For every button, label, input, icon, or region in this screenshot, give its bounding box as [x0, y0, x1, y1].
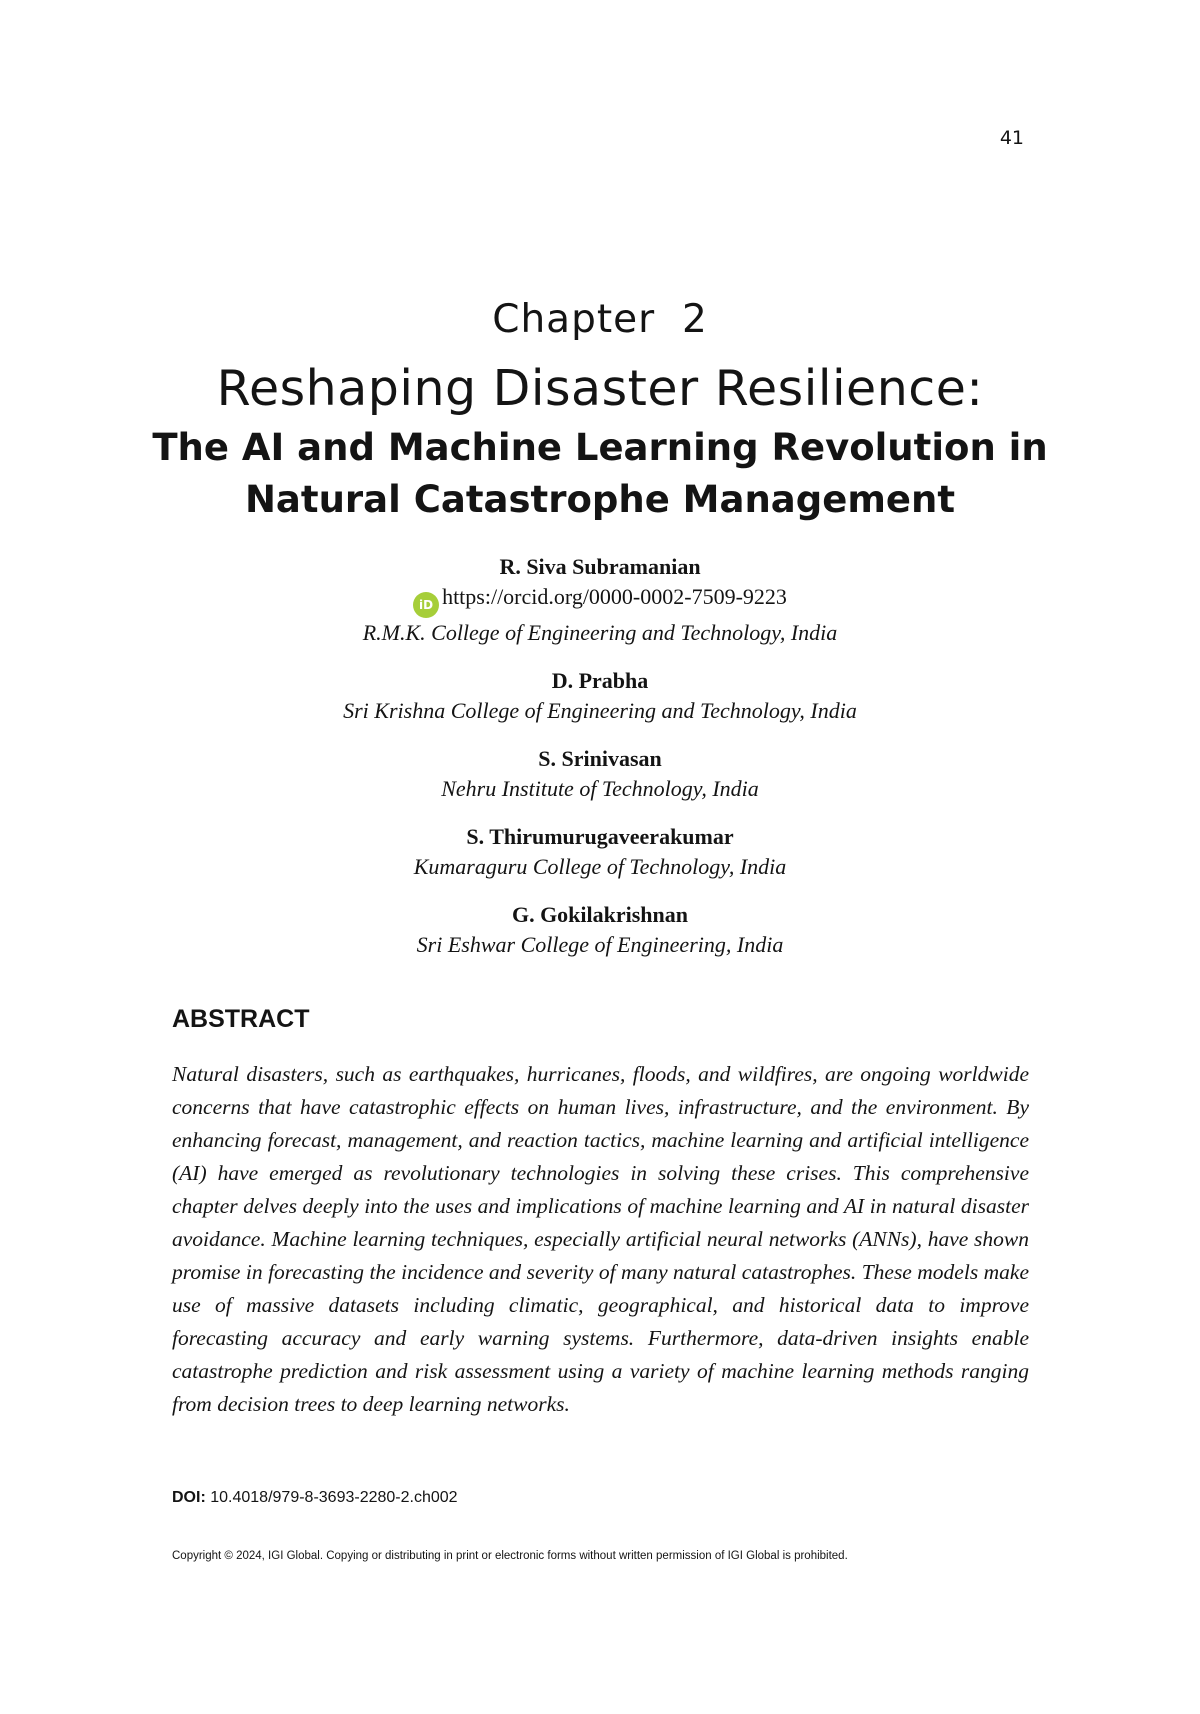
author-name: S. Thirumurugaveerakumar	[466, 824, 734, 849]
author-affiliation: Sri Eshwar College of Engineering, India	[416, 932, 784, 957]
chapter-subtitle: The AI and Machine Learning Revolution in Natural Catastrophe Management	[152, 426, 1048, 521]
author-name: G. Gokilakrishnan	[511, 902, 689, 927]
author-block	[150, 900, 1050, 960]
orcid-icon: iD	[413, 592, 439, 618]
author-block	[150, 822, 1050, 882]
chapter-title: Reshaping Disaster Resilience:	[216, 360, 984, 417]
author-block	[150, 666, 1050, 726]
author-name: S. Srinivasan	[538, 746, 662, 771]
author-name: D. Prabha	[551, 668, 649, 693]
doi-label: DOI:	[172, 1489, 206, 1506]
author-block	[150, 744, 1050, 804]
author-affiliation: Nehru Institute of Technology, India	[441, 776, 759, 801]
abstract-body: Natural disasters, such as earthquakes, hurricanes, floods, and wildfires, are ongoing worldwide concerns that have catastrophic effects on human lives, infrastructure, and the environment. By enhancing forecast, management, and reaction tactics, machine learning and artificial intelligence (AI) have emerged as revolutionary technologies in solving these crises. This comprehensive chapter delves deeply into the uses and implications of machine learning and AI in natural disaster avoidance. Machine learning techniques, especially artificial neural networks (ANNs), have shown promise in forecasting the incidence and severity of many natural catastrophes. These models make use of massive datasets including climatic, geographical, and historical data to improve forecasting accuracy and early warning systems. Furthermore, data-driven insights enable catastrophe prediction and risk assessment using a variety of machine learning methods ranging from decision trees to deep learning networks.	[172, 1062, 1029, 1416]
page-number: 41	[999, 127, 1024, 149]
orcid-line	[150, 582, 1050, 618]
abstract-heading: ABSTRACT	[172, 1005, 310, 1033]
author-affiliation: R.M.K. College of Engineering and Technology, India	[362, 620, 838, 645]
doi-line	[172, 1487, 458, 1509]
author-affiliation: Kumaraguru College of Technology, India	[413, 854, 787, 879]
doi-value[interactable]: 10.4018/979-8-3693-2280-2.ch002	[210, 1489, 458, 1506]
author-affiliation: Sri Krishna College of Engineering and Technology, India	[343, 698, 857, 723]
orcid-link[interactable]: https://orcid.org/0000-0002-7509-9223	[442, 584, 787, 609]
chapter-label: Chapter 2	[492, 297, 708, 342]
author-block	[150, 552, 1050, 648]
author-name: R. Siva Subramanian	[499, 554, 701, 579]
copyright-notice: Copyright © 2024, IGI Global. Copying or distributing in print or electronic forms without written permission of IGI Global is prohibited.	[172, 1550, 848, 1562]
author-list	[150, 552, 1050, 978]
